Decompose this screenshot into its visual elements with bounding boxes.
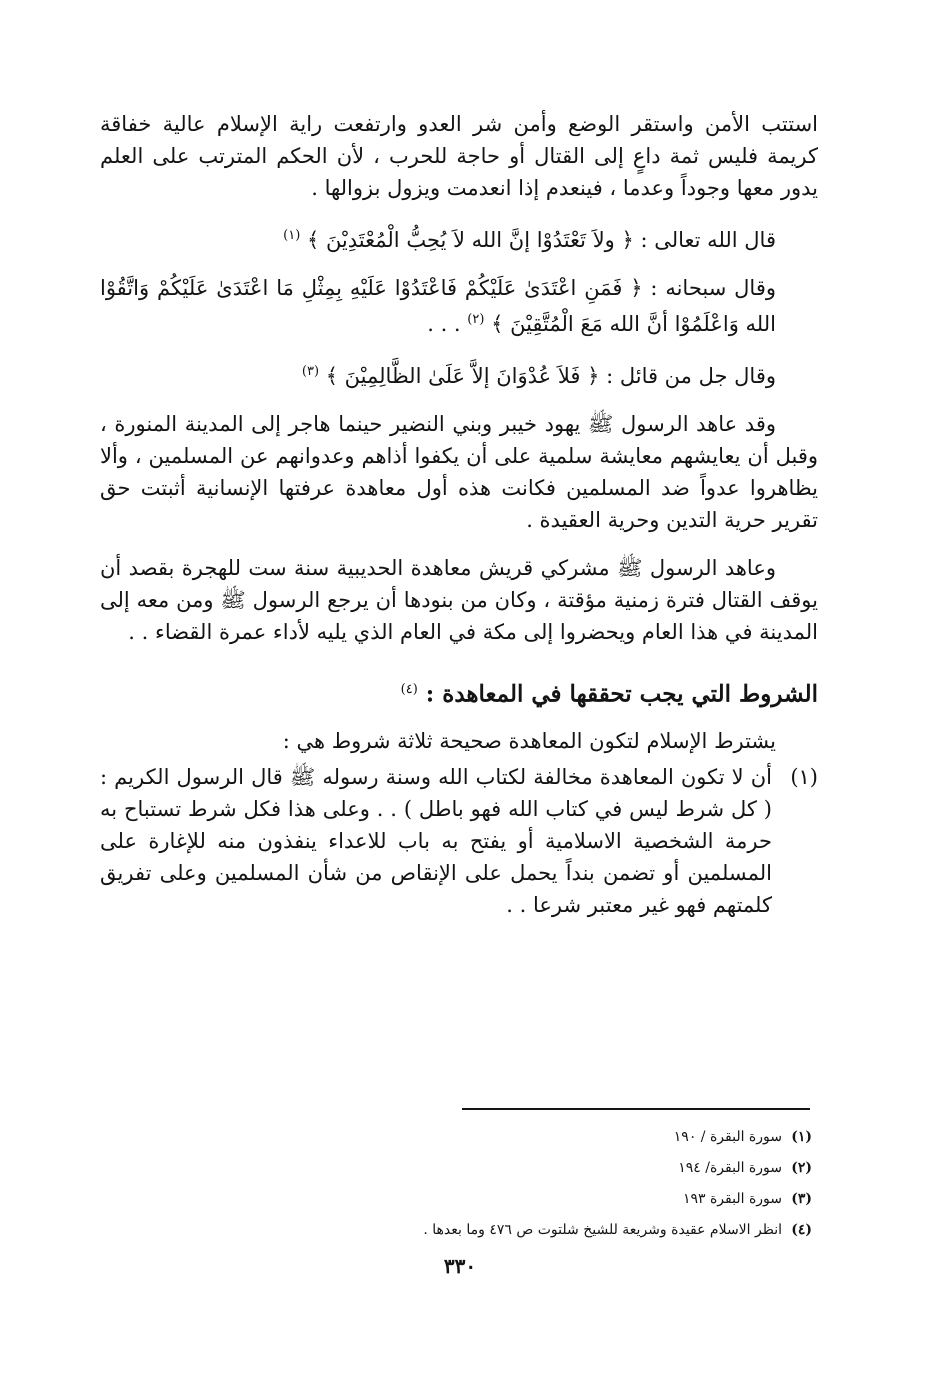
- section-heading: [100, 674, 818, 711]
- heading-text: الشروط التي يجب تحققها في المعاهدة :: [425, 680, 818, 708]
- condition-number: (١): [790, 764, 818, 789]
- page-number: ٣٣٠: [443, 1254, 477, 1278]
- verse-text: قال الله تعالى : ﴿ ولاَ تَعْتَدُوْا إنَّ الله لاَ يُحِبُّ الْمُعْتَدِيْنَ ﴾: [306, 228, 776, 252]
- footnote-text: انظر الاسلام عقيدة وشريعة للشيخ شلتوت ص ٤٧٦ وما بعدها .: [423, 1222, 782, 1238]
- quran-verse-3: [100, 356, 818, 392]
- footnote-number: (١): [791, 1129, 812, 1145]
- footnote-2: [380, 1153, 812, 1184]
- footnote-ref: (٢): [467, 312, 485, 327]
- paragraph-khaybar: وقد عاهد الرسول ﷺ يهود خيبر وبني النضير حينما هاجر إلى المدينة المنورة ، وقبل أن يعايشهم معايشة سلمية على أن يكفوا أذاهم وعدوانهم عن المسلمين ، وألا يظاهروا عدواً ضد المسلمين فكانت هذه أول معاهدة عرفتها الإنسانية أثبتت حق تقرير حرية التدين وحرية العقيدة .: [100, 412, 818, 532]
- conditions-intro: يشترط الإسلام لتكون المعاهدة صحيحة ثلاثة شروط هي :: [282, 728, 776, 753]
- footnote-ref: (٣): [301, 364, 320, 379]
- main-text: [100, 108, 818, 921]
- verse-text: وقال سبحانه : ﴿ فَمَنِ اعْتَدَىٰ عَلَيْكُمْ فَاعْتَدُوْا عَلَيْهِ بِمِثْلِ مَا اعْتَدَىٰ عَلَيْكُمْ وَاتَّقُوْا الله وَاعْلَمُوْا أنَّ الله مَعَ الْمُتَّقِيْنَ ﴾: [100, 276, 776, 336]
- verse-text: وقال جل من قائل : ﴿ فَلاَ عُدْوَانَ إلاَّ عَلَىٰ الظَّالِمِيْنَ ﴾: [325, 364, 776, 388]
- condition-1: [100, 761, 818, 921]
- paragraph-hudaybiyyah: وعاهد الرسول ﷺ مشركي قريش معاهدة الحديبية سنة ست للهجرة بقصد أن يوقف القتال فترة زمنية مؤقتة ، وكان من بنودها أن يرجع الرسول ﷺ ومن معه إلى المدينة في هذا العام ويحضروا إلى مكة في العام الذي يليه لأداء عمرة القضاء . .: [100, 556, 818, 644]
- footnotes: [380, 1122, 812, 1246]
- footnote-divider: [462, 1108, 810, 1110]
- footnote-number: (٣): [791, 1191, 812, 1207]
- paragraph-intro: استتب الأمن واستقر الوضع وأمن شر العدو وارتفعت راية الإسلام عالية خفاقة كريمة فليس ثمة داعٍ إلى القتال أو حاجة للحرب ، لأن الحكم المترتب على العلم يدور معها وجوداً وعدما ، فينعدم إذا انعدمت ويزول بزوالها .: [100, 112, 818, 200]
- footnote-text: سورة البقرة ١٩٣: [682, 1191, 782, 1207]
- footnote-text: سورة البقرة / ١٩٠: [673, 1129, 782, 1145]
- footnote-1: [380, 1122, 812, 1153]
- footnote-number: (٢): [791, 1160, 812, 1176]
- footnote-3: [380, 1184, 812, 1215]
- verse-tail: . . .: [427, 312, 468, 336]
- footnote-ref: (٤): [400, 682, 418, 697]
- footnote-number: (٤): [791, 1222, 812, 1238]
- footnote-ref: (١): [283, 228, 301, 243]
- quran-verse-1: [100, 220, 818, 256]
- footnote-4: [380, 1215, 812, 1246]
- footnote-text: سورة البقرة/ ١٩٤: [678, 1160, 782, 1176]
- quran-verse-2: [100, 272, 818, 340]
- condition-text: أن لا تكون المعاهدة مخالفة لكتاب الله وسنة رسوله ﷺ قال الرسول الكريم : ( كل شرط ليس في كتاب الله فهو باطل ) . . وعلى هذا فكل شرط تستباح به حرمة الشخصية الاسلامية أو يفتح به باب للاعداء ينفذون منه للإغارة على المسلمين أو تضمن بنداً يحمل على الإنقاص من شأن المسلمين وعلى تفريق كلمتهم فهو غير معتبر شرعا . .: [100, 764, 772, 917]
